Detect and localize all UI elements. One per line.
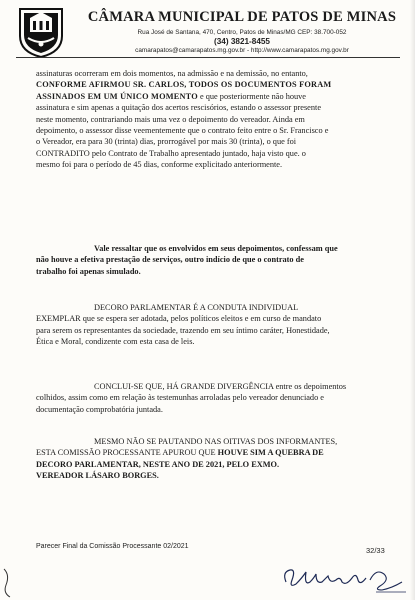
paragraph-verdict: [36, 436, 372, 482]
header-phone: (34) 3821-8455: [214, 37, 270, 46]
text-line: Ética e Moral, condizente com esta casa de leis.: [36, 337, 195, 347]
text-line: ASSINADOS EM UM ÚNICO MOMENTO e que posteriormente não houve: [36, 91, 306, 101]
text-line: colhidos, assim como em relação às testemunhas arroladas pelo vereador denunciado e: [36, 393, 324, 403]
text-line: documentação comprobatória juntada.: [36, 404, 163, 414]
text-line: EXEMPLAR que se espera ser adotada, pelos políticos eleitos e em curso de mandato: [36, 314, 322, 324]
page-number: 32/33: [366, 546, 385, 555]
text-line: CONFORME AFIRMOU SR. CARLOS, TODOS OS DOCUMENTOS FORAM: [36, 80, 332, 90]
paragraph-confession: [36, 243, 372, 277]
text-line: ESTA COMISSÃO PROCESSANTE APUROU QUE HOUVE SIM A QUEBRA DE: [36, 448, 324, 458]
text-line: mesmo foi para o período de 45 dias, conforme explicitado anteriormente.: [36, 160, 283, 170]
handwritten-signature: [280, 560, 410, 596]
text-line: CONCLUI-SE QUE, HÁ GRANDE DIVERGÊNCIA entre os depoimentos: [94, 382, 347, 391]
text-line: MESMO NÃO SE PAUTANDO NAS OITIVAS DOS INFORMANTES,: [94, 437, 338, 446]
header-address: Rua José de Santana, 470, Centro, Patos de Minas/MG CEP: 38.700-052: [137, 29, 347, 36]
text-line: não houve a efetiva prestação de serviços, outro indício de que o contrato de: [36, 255, 304, 265]
text-line: assinatura e sim apenas a quitação dos acertos rescisórios, estando o assessor presente: [36, 103, 321, 113]
header-divider: [16, 57, 400, 58]
text-line: assinaturas ocorreram em dois momentos, na admissão e na demissão, no entanto,: [36, 69, 308, 78]
text-line: neste momento, contrariando mais uma vez o depoimento do vereador. Ainda em: [36, 114, 305, 124]
text-line: depoimento, o assessor disse veementemente que o contrato feito entre o Sr. Francisco e: [36, 126, 329, 136]
paragraph-testimony: [36, 68, 372, 171]
page-edge-shadow: [410, 0, 415, 600]
scan-margin-mark: [0, 565, 20, 600]
paragraph-conclusion: [36, 381, 372, 415]
text-line: DECORO PARLAMENTAR É A CONDUTA INDIVIDUAL: [94, 303, 299, 312]
text-line: CONTRADITO pelo Contrato de Trabalho apresentado juntado, haja visto que. o: [36, 148, 306, 158]
text-line: VEREADOR LÁSARO BORGES.: [36, 471, 159, 481]
header-title: CÂMARA MUNICIPAL DE PATOS DE MINAS: [87, 9, 397, 25]
paragraph-decorum: [36, 302, 372, 348]
text-line: Vale ressaltar que os envolvidos em seus depoimentos, confessam que: [94, 244, 338, 253]
footer-text: Parecer Final da Comissão Processante 02/2021: [36, 543, 189, 550]
text-line: para serem os representantes da sociedade, trazendo em seu íntimo caráter, Honestidade,: [36, 325, 330, 335]
header-contact: camarapatos@camarapatos.mg.gov.br - http://www.camarapatos.mg.gov.br: [135, 47, 349, 54]
text-line: o Vereador, era para 30 (trinta) dias, prorrogável por mais 30 (trinta), o que foi: [36, 137, 297, 147]
municipal-seal-icon: [16, 6, 66, 58]
text-line: DECORO PARLAMENTAR, NESTE ANO DE 2021, PELO EXMO.: [36, 459, 280, 469]
text-line: trabalho foi apenas simulado.: [36, 266, 141, 276]
